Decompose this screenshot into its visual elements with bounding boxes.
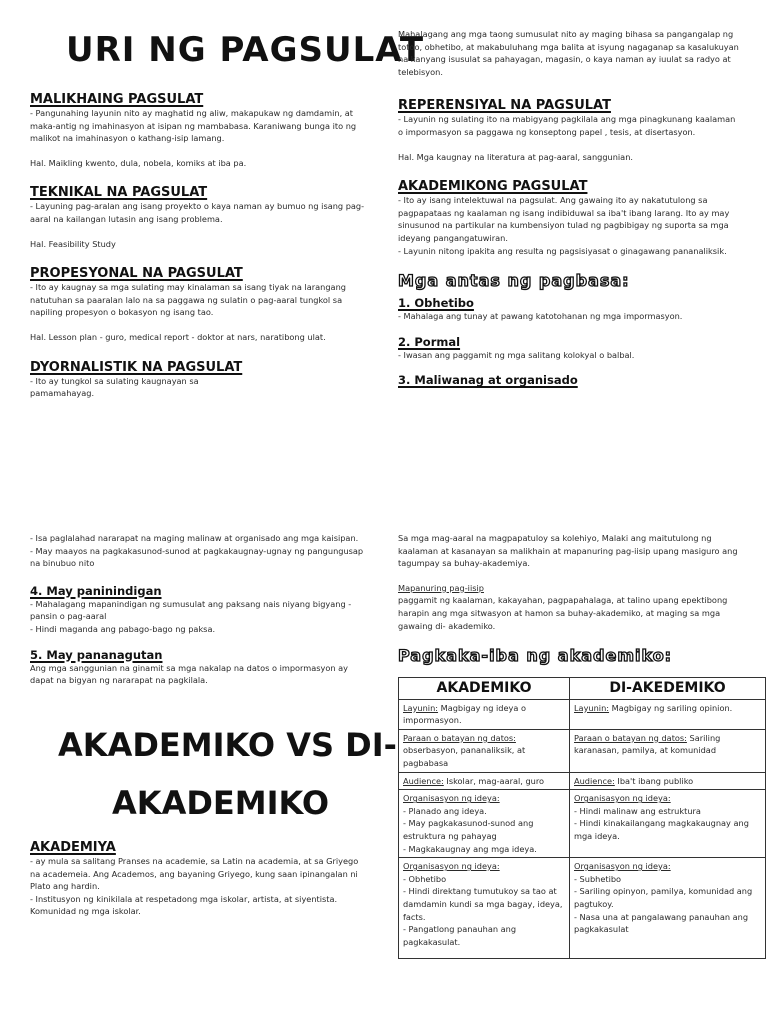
- table-cell: [399, 858, 570, 959]
- reperensiyal-text: - Layunin ng sulating ito na mabigyang pagkilala ang mga pinagkunang kaalaman o impormasyon sa paggawa ng konseptong papel , tesis, at disertasyon.: [398, 114, 736, 137]
- propesyonal-example: Hal. Lesson plan - guro, medical report - doktor at nars, naratibong ulat.: [30, 331, 326, 342]
- heading-dyornalistik: DYORNALISTIK NA PAGSULAT: [30, 359, 243, 375]
- table-cell: [570, 790, 766, 858]
- table-cell: [399, 729, 570, 772]
- malikhaing-example: Hal. Maikling kwento, dula, nobela, komiks at iba pa.: [30, 157, 247, 168]
- table-cell: [570, 699, 766, 729]
- cell-label: Paraan o batayan ng datos:: [574, 732, 687, 743]
- table-cell: [570, 858, 766, 959]
- table-cell: [399, 699, 570, 729]
- akademiya-section: [30, 840, 370, 918]
- cell-line: - Pangatlong panauhan ang pagkakasulat.: [403, 924, 517, 947]
- cell-line: - Obhetibo: [403, 873, 447, 884]
- table-row: [399, 699, 766, 729]
- cell-label: Audience:: [403, 775, 444, 786]
- cell-value: Iskolar, mag-aaral, guro: [443, 775, 545, 786]
- teknikal-example: Hal. Feasibility Study: [30, 238, 116, 249]
- cell-label: Organisasyon ng ideya:: [574, 861, 671, 872]
- cell-line: - Hindi kinakailangang magkakaugnay ang mga ideya.: [574, 818, 749, 841]
- table-row: [399, 729, 766, 772]
- heading-reperensiyal: REPERENSIYAL NA PAGSULAT: [398, 98, 611, 114]
- cell-value: Magbigay ng ideya o impormasyon.: [403, 702, 527, 726]
- mapanuring-heading: Mapanuring pag-iisip: [398, 582, 484, 593]
- table-cell: [570, 772, 766, 790]
- left-bottom-column: [30, 532, 370, 687]
- antas-2-label: 2. Pormal: [398, 334, 461, 349]
- big-title-line-1: AKADEMIKO VS DI-: [58, 726, 397, 764]
- malikhaing-text: - Pangunahing layunin nito ay maghatid ng aliw, makapukaw ng damdamin, at maka-antig ng imahinasyon at isipan ng mambabasa. Karaniwang bunga ito ng malikot na imahinasyon o kathang-isip lamang.: [30, 108, 357, 144]
- col-header-di-akademiko: DI-AKEDEMIKO: [570, 678, 766, 700]
- cell-line: - Nasa una at pangalawang panauhan ang pagkakasulat: [574, 911, 749, 935]
- akademikong-text-2: - Layunin nitong ipakita ang resulta ng pagsisiyasat o ginagawang pananaliksik.: [398, 245, 727, 256]
- akademiya-text-2: - Institusyon ng kinikilala at respetadong mga iskolar, artista, at siyentista. Komunidad ng mga iskolar.: [30, 893, 338, 917]
- cell-label: Organisasyon ng ideya:: [403, 793, 500, 804]
- heading-akademikong: AKADEMIKONG PAGSULAT: [398, 179, 588, 195]
- cell-value: obserbasyon, pananaliksik, at pagbabasa: [403, 745, 526, 768]
- heading-pagkakaiba: Pagkaka-iba ng akademiko:: [398, 646, 673, 666]
- cell-label: Audience:: [574, 775, 615, 786]
- right-top-column: [398, 28, 740, 387]
- heading-propesyonal: PROPESYONAL NA PAGSULAT: [30, 266, 243, 282]
- akademikong-text-1: - Ito ay isang intelektuwal na pagsulat. Ang gawaing ito ay nakatutulong sa pagpapataas ng kaalaman ng isang indibiduwal sa iba't ibang larang. Ito ay may sinusunod na partikular na kumbensiyon tulad ng pagbibigay ng suporta sa mga ideyang pangangatuwiran.: [398, 195, 730, 243]
- heading-antas: Mga antas ng pagbasa:: [398, 271, 630, 291]
- dyornalistik-text: - Ito ay tungkol sa sulating kaugnayan sa pamamahayag.: [30, 375, 199, 399]
- comparison-table: [398, 677, 766, 959]
- cell-line: - May pagkakasunod-sunod ang estruktura ng pahayag: [403, 818, 534, 841]
- cell-line: - Hindi malinaw ang estruktura: [574, 805, 701, 816]
- table-cell: [399, 772, 570, 790]
- table-row: [399, 858, 766, 959]
- cell-value: Iba't ibang publiko: [614, 775, 694, 786]
- mapanuring-text: paggamit ng kaalaman, kakayahan, pagpapahalaga, at talino upang epektibong harapin ang mga sitwasyon at hamon sa buhay-akademiko, at maging sa mga gawaing di- akademiko.: [398, 595, 728, 631]
- big-title-line-2: AKADEMIKO: [112, 784, 330, 822]
- right-bottom-intro: Sa mga mag-aaral na magpapatuloy sa kolehiyo, Malaki ang maitutulong ng kaalaman at kasanayan sa malikhain at mapanuring pag-iisip upang masiguro ang tagumpay sa buhay-akademiya.: [398, 533, 738, 569]
- cell-line: - Hindi direktang tumutukoy sa tao at damdamin kundi sa mga bagay, ideya, facts.: [403, 886, 563, 922]
- table-cell: [570, 729, 766, 772]
- table-row: [399, 790, 766, 858]
- cell-line: - Subhetibo: [574, 873, 622, 884]
- akademiya-text-1: - ay mula sa salitang Pranses na academie, sa Latin na academia, at sa Griyego na academeia. Ang Academos, ang bayaning Griyego, kung saan ipinangalan ni Plato ang hardin.: [30, 856, 359, 892]
- cell-value: Sariling karanasan, pamilya, at komunidad: [574, 732, 721, 756]
- antas-5-label: 5. May pananagutan: [30, 647, 163, 662]
- cell-line: - Magkakaugnay ang mga ideya.: [403, 843, 537, 854]
- propesyonal-text: - Ito ay kaugnay sa mga sulating may kinalaman sa isang tiyak na larangang natutuhan sa paaralan lalo na sa paggawa ng sulatin o pag-aaral tungkol sa napiling propesyon o bokasyon ng isang tao.: [30, 282, 346, 318]
- antas-3-label: 3. Maliwanag at organisado: [398, 373, 578, 388]
- antas-1-text: - Mahalaga ang tunay at pawang katotohanan ng mga impormasyon.: [398, 311, 683, 322]
- antas-4-text-1: - Mahalagang mapanindigan ng sumusulat ang paksang nais niyang bigyang -pansin o pag-aaral: [30, 598, 352, 622]
- cell-line: - Planado ang ideya.: [403, 805, 487, 816]
- antas-3-text-1: - Isa paglalahad nararapat na maging malinaw at organisado ang mga kaisipan.: [30, 533, 359, 543]
- teknikal-text: - Layuning pag-aralan ang isang proyekto o kaya naman ay bumuo ng isang pag-aaral na kailangan lutasin ang isang problema.: [30, 201, 365, 224]
- antas-4-text-2: - Hindi maganda ang pabago-bago ng paksa.: [30, 623, 216, 634]
- cell-value: Magbigay ng sariling opinion.: [609, 702, 733, 713]
- antas-5-text: Ang mga sanggunian na ginamit sa mga nakalap na datos o impormasyon ay dapat na bigyan ng nararapat na pagkilala.: [30, 662, 349, 686]
- cell-label: Organisasyon ng ideya:: [574, 793, 671, 804]
- reperensiyal-example: Hal. Mga kaugnay na literatura at pag-aaral, sanggunian.: [398, 151, 633, 162]
- table-row: [399, 772, 766, 790]
- heading-teknikal: TEKNIKAL NA PAGSULAT: [30, 185, 208, 201]
- col-header-akademiko: AKADEMIKO: [399, 678, 570, 700]
- heading-akademiya: AKADEMIYA: [30, 840, 116, 855]
- table-cell: [399, 790, 570, 858]
- cell-line: - Sariling opinyon, pamilya, komunidad ang pagtukoy.: [574, 886, 753, 909]
- page-title: URI NG PAGSULAT: [66, 30, 425, 70]
- right-bottom-column: [398, 532, 740, 665]
- left-top-column: [30, 92, 370, 400]
- comparison-table-wrap: [398, 677, 766, 959]
- cell-label: Paraan o batayan ng datos:: [403, 732, 516, 743]
- cell-label: Layunin:: [574, 702, 610, 713]
- heading-malikhaing: MALIKHAING PAGSULAT: [30, 92, 204, 107]
- antas-1-label: 1. Obhetibo: [398, 296, 474, 311]
- antas-3-text-2: - May maayos na pagkakasunod-sunod at pagkakaugnay-ugnay ng pangungusap na binubuo nito: [30, 545, 364, 569]
- cell-label: Layunin:: [403, 702, 439, 713]
- table-header-row: [399, 678, 766, 700]
- antas-2-text: - Iwasan ang paggamit ng mga salitang kolokyal o balbal.: [398, 349, 635, 360]
- dyornalistik-continued: Mahalagang ang mga taong sumusulat nito ay maging bihasa sa pangangalap ng totoo, obhetibo, at makabuluhang mga balita at isyung nagaganap sa kasalukuyan na kanyang isusulat sa pahayagan, magasin, o kaya naman ay iuulat sa radyo at telebisyon.: [398, 29, 739, 77]
- cell-label: Organisasyon ng ideya:: [403, 861, 500, 872]
- antas-4-label: 4. May paninindigan: [30, 583, 162, 598]
